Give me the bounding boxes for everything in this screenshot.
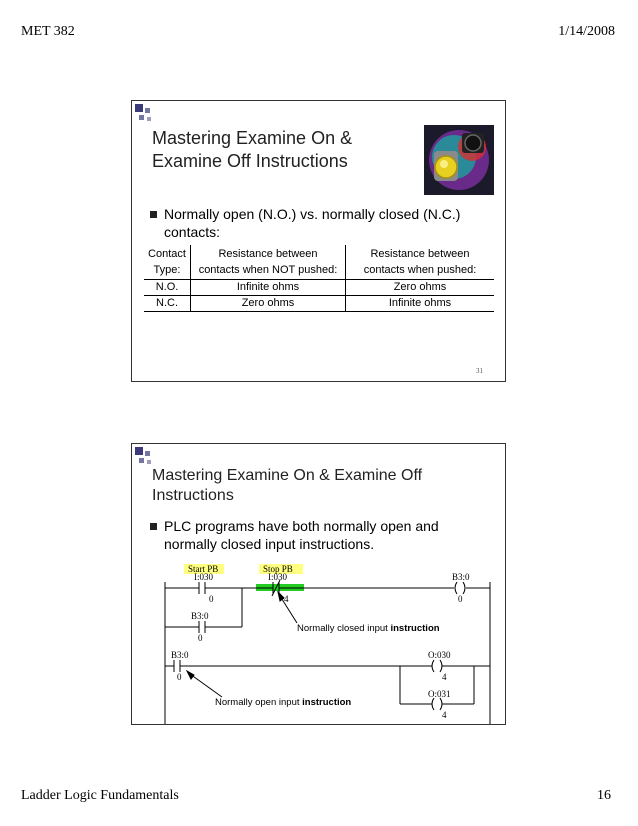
table-header-pushed: Resistance between contacts when pushed: bbox=[346, 245, 495, 280]
table-header-row bbox=[144, 245, 494, 280]
table-cell: Zero ohms bbox=[191, 296, 346, 312]
slide-1-title-line1: Mastering Examine On & bbox=[152, 128, 353, 148]
table-cell: Infinite ohms bbox=[346, 296, 495, 312]
rung-2-contact-address: B3:0 bbox=[171, 650, 189, 660]
nc-instruction-note: Normally closed input instruction bbox=[297, 623, 440, 634]
table-cell: N.C. bbox=[144, 296, 191, 312]
table-row bbox=[144, 280, 494, 296]
footer-page-number: 16 bbox=[597, 788, 611, 803]
slide-1-title-line2: Examine Off Instructions bbox=[152, 150, 348, 171]
output-1-address: O:030 bbox=[428, 650, 451, 660]
rung-2-contact-bit: 0 bbox=[177, 672, 182, 682]
table-header-not-pushed: Resistance between contacts when NOT pushed: bbox=[191, 245, 346, 280]
slide-2-bullet-line2: normally closed input instructions. bbox=[164, 536, 375, 553]
table-cell: Infinite ohms bbox=[191, 280, 346, 296]
slide-1-bullet-line2: contacts: bbox=[164, 224, 221, 241]
start-pb-address: I:030 bbox=[194, 572, 213, 582]
ladder-diagram bbox=[132, 444, 505, 724]
slide-1-bullet bbox=[164, 205, 460, 241]
slide-2-title-line2: Instructions bbox=[152, 487, 234, 504]
output-2-bit: 4 bbox=[442, 710, 447, 720]
table-header-contact-type: Contact Type: bbox=[144, 245, 191, 280]
push-button-image bbox=[424, 125, 494, 195]
output-2-address: O:031 bbox=[428, 689, 451, 699]
slide-1-number: 31 bbox=[476, 367, 483, 375]
slide-2 bbox=[131, 443, 506, 725]
stop-pb-bit: 4 bbox=[284, 594, 289, 604]
table-row bbox=[144, 296, 494, 312]
footer-title: Ladder Logic Fundamentals bbox=[21, 788, 179, 803]
table-cell: Zero ohms bbox=[346, 280, 495, 296]
contact-resistance-table bbox=[144, 245, 494, 312]
header-course: MET 382 bbox=[21, 24, 75, 39]
slide-1-bullet-line1: Normally open (N.O.) vs. normally closed (N.C.) bbox=[164, 206, 461, 222]
start-pb-bit: 0 bbox=[209, 594, 214, 604]
coil-1-address: B3:0 bbox=[452, 572, 470, 582]
start-pb-label: Start PB bbox=[188, 564, 219, 574]
slide-corner-decoration bbox=[135, 104, 157, 126]
no-instruction-note: Normally open input instruction bbox=[215, 697, 352, 708]
slide-2-title-line1: Mastering Examine On & Examine Off bbox=[152, 467, 423, 484]
table-cell: N.O. bbox=[144, 280, 191, 296]
slide-1-title bbox=[152, 127, 352, 172]
seal-in-bit: 0 bbox=[198, 633, 203, 643]
coil-1-bit: 0 bbox=[458, 594, 463, 604]
seal-in-address: B3:0 bbox=[191, 611, 209, 621]
slide-2-bullet-line1: PLC programs have both normally open and bbox=[164, 518, 439, 534]
header-date: 1/14/2008 bbox=[558, 24, 615, 39]
output-1-bit: 4 bbox=[442, 672, 447, 682]
slide-1 bbox=[131, 100, 506, 382]
stop-pb-address: I:030 bbox=[268, 572, 287, 582]
stop-pb-label: Stop PB bbox=[263, 564, 293, 574]
